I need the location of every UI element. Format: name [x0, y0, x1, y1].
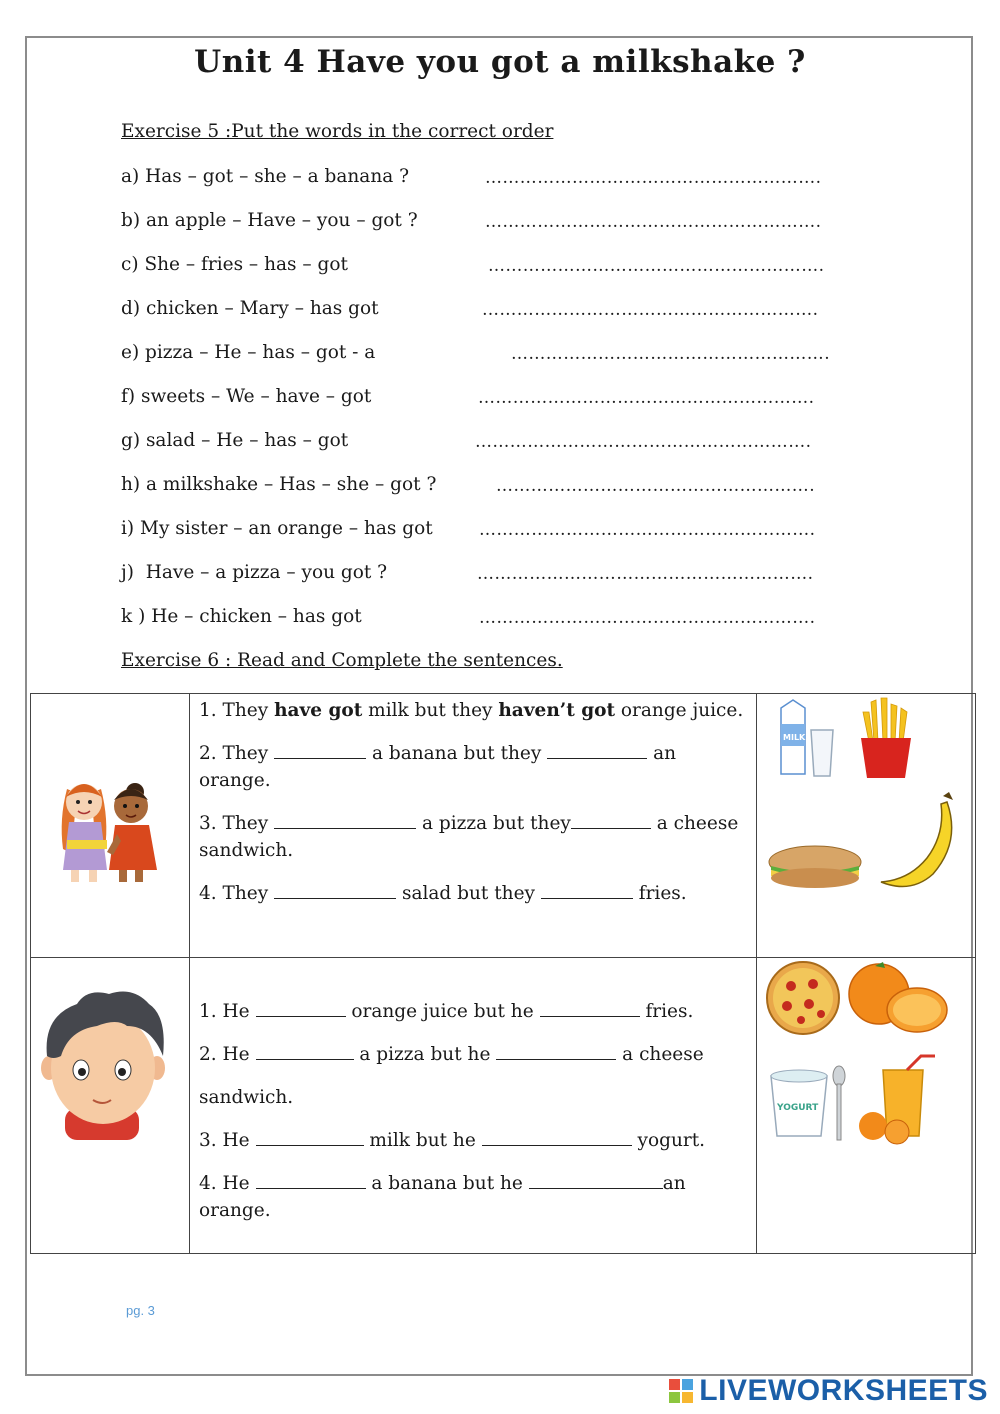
boy-s2-blank-2[interactable]: [496, 1041, 616, 1060]
boy-sentence-3: [199, 1127, 748, 1154]
girls-sentence-2: [199, 740, 748, 794]
exercise6-heading: Exercise 6 : Read and Complete the sentences.: [121, 650, 563, 671]
liveworksheets-icon: [669, 1379, 693, 1403]
ex5-answer-line-k[interactable]: ………………………………………………….: [479, 608, 816, 628]
ex5-item-h: h) a milkshake – Has – she – got ?: [121, 474, 437, 495]
ex5-answer-line-b[interactable]: ………………………………………………….: [485, 212, 822, 232]
boy-sentence-2-continued: sandwich.: [199, 1087, 294, 1108]
boy-picture-cell: [31, 958, 190, 1254]
ex5-item-c: c) She – fries – has – got: [121, 254, 348, 275]
ex5-answer-line-d[interactable]: ………………………………………………….: [482, 300, 819, 320]
fries-icon: [861, 698, 911, 778]
boy-s4-c: an orange.: [199, 1173, 686, 1221]
boy-s4-blank-2[interactable]: [529, 1170, 663, 1189]
ex5-item-i: i) My sister – an orange – has got: [121, 518, 433, 539]
ex5-item-g: g) salad – He – has – got: [121, 430, 349, 451]
girls-s2-c: an orange.: [199, 743, 677, 791]
girls-sentence-1: [199, 697, 748, 724]
girls-s2-blank-1[interactable]: [274, 740, 366, 759]
boy-s1-c: fries.: [639, 1001, 694, 1022]
boy-s2-b: a pizza but he: [353, 1044, 497, 1065]
girls-row: [31, 694, 976, 958]
boy-s1-blank-2[interactable]: [540, 998, 640, 1017]
milk-carton-icon: [781, 700, 806, 774]
ex5-item-j: j) Have – a pizza – you got ?: [121, 562, 388, 583]
ex5-answer-line-c[interactable]: ………………………………………………….: [488, 256, 825, 276]
boy-sentence-1: [199, 998, 748, 1025]
girls-s4-blank-1[interactable]: [274, 880, 396, 899]
liveworksheets-brand: LIVEWORKSHEETS: [699, 1374, 988, 1407]
ex5-answer-line-j[interactable]: ………………………………………………….: [477, 564, 814, 584]
boy-s3-blank-2[interactable]: [482, 1127, 632, 1146]
ex5-answer-line-a[interactable]: ………………………………………………….: [485, 168, 822, 188]
boy-s3-c: yogurt.: [631, 1130, 706, 1151]
girls-s3-blank-1[interactable]: [274, 810, 416, 829]
spoon-icon: [833, 1066, 845, 1140]
girls-s3-c: a cheese sandwich.: [199, 813, 739, 861]
banana-icon: [881, 792, 953, 887]
boy-illustration: [31, 958, 190, 1249]
boy-s4-a: 4. He: [199, 1173, 256, 1194]
boy-food-pictures: [757, 958, 976, 1249]
ex5-item-e: e) pizza – He – has – got - a: [121, 342, 376, 363]
girls-s1-end: orange juice.: [615, 700, 744, 721]
girls-food-pictures: [757, 694, 976, 953]
yogurt-icon: [771, 1070, 827, 1136]
girls-s2-blank-2[interactable]: [547, 740, 647, 759]
ex5-item-a: a) Has – got – she – a banana ?: [121, 166, 410, 187]
ex5-item-k: k ) He – chicken – has got: [121, 606, 362, 627]
milk-glass-icon: [811, 730, 833, 776]
boy-s1-b: orange juice but he: [345, 1001, 540, 1022]
boy-s1-blank-1[interactable]: [256, 998, 346, 1017]
ex5-answer-line-f[interactable]: ………………………………………………….: [478, 388, 815, 408]
girls-s2-b: a banana but they: [366, 743, 548, 764]
girl-left-icon: [62, 784, 107, 882]
girls-sentence-4: [199, 880, 748, 907]
orange-icon: [849, 962, 947, 1032]
boy-s2-a: 2. He: [199, 1044, 256, 1065]
yogurt-label: YOGURT: [777, 1103, 819, 1113]
boy-row: [31, 958, 976, 1254]
boy-icon: [41, 992, 165, 1140]
boy-s4-b: a banana but he: [365, 1173, 529, 1194]
boy-food-cell: [757, 958, 976, 1254]
boy-s2-blank-1[interactable]: [256, 1041, 354, 1060]
boy-sentence-2: [199, 1041, 748, 1068]
girls-sentence-3: [199, 810, 748, 864]
ex5-answer-line-g[interactable]: ………………………………………………….: [475, 432, 812, 452]
boy-s4-blank-1[interactable]: [256, 1170, 366, 1189]
girls-s1-bold-have-got: have got: [274, 700, 363, 721]
girls-s4-a: 4. They: [199, 883, 275, 904]
ex5-answer-line-h[interactable]: ……………………………………………….: [496, 476, 816, 496]
boy-s3-a: 3. He: [199, 1130, 256, 1151]
orange-juice-icon: [859, 1056, 935, 1144]
exercise5-heading: Exercise 5 :Put the words in the correct order: [121, 121, 554, 142]
boy-sentences-cell: [190, 958, 757, 1254]
girls-s2-a: 2. They: [199, 743, 275, 764]
sandwich-icon: [769, 846, 861, 888]
girls-s1-part: 1. They: [199, 700, 275, 721]
boy-s3-blank-1[interactable]: [256, 1127, 364, 1146]
girls-food-cell: [757, 694, 976, 958]
boy-s3-b: milk but he: [363, 1130, 482, 1151]
boy-s2-c: a cheese: [616, 1044, 704, 1065]
girls-s3-blank-2[interactable]: [571, 810, 651, 829]
exercise6-table: [30, 693, 976, 1254]
boy-s1-a: 1. He: [199, 1001, 256, 1022]
two-girls-illustration: [31, 694, 190, 953]
ex5-item-f: f) sweets – We – have – got: [121, 386, 372, 407]
girls-s1-mid: milk but they: [362, 700, 499, 721]
page-title: Unit 4 Have you got a milkshake ?: [194, 44, 806, 80]
girls-picture-cell: [31, 694, 190, 958]
page-number: pg. 3: [126, 1303, 155, 1318]
girl-right-icon: [107, 783, 157, 882]
girls-s3-a: 3. They: [199, 813, 275, 834]
girls-sentences-cell: [190, 694, 757, 958]
pizza-icon: [767, 962, 839, 1034]
girls-s1-bold-havent-got: haven’t got: [498, 700, 616, 721]
liveworksheets-logo[interactable]: [669, 1374, 988, 1408]
girls-s4-c: fries.: [632, 883, 687, 904]
ex5-item-b: b) an apple – Have – you – got ?: [121, 210, 418, 231]
boy-sentence-4: [199, 1170, 748, 1224]
milk-carton-label: MILK: [783, 733, 806, 742]
girls-s4-blank-2[interactable]: [541, 880, 633, 899]
girls-s3-b: a pizza but they: [416, 813, 571, 834]
ex5-answer-line-i[interactable]: ………………………………………………….: [479, 520, 816, 540]
ex5-item-d: d) chicken – Mary – has got: [121, 298, 379, 319]
girls-s4-b: salad but they: [396, 883, 541, 904]
ex5-answer-line-e[interactable]: ……………………………………………….: [511, 344, 831, 364]
